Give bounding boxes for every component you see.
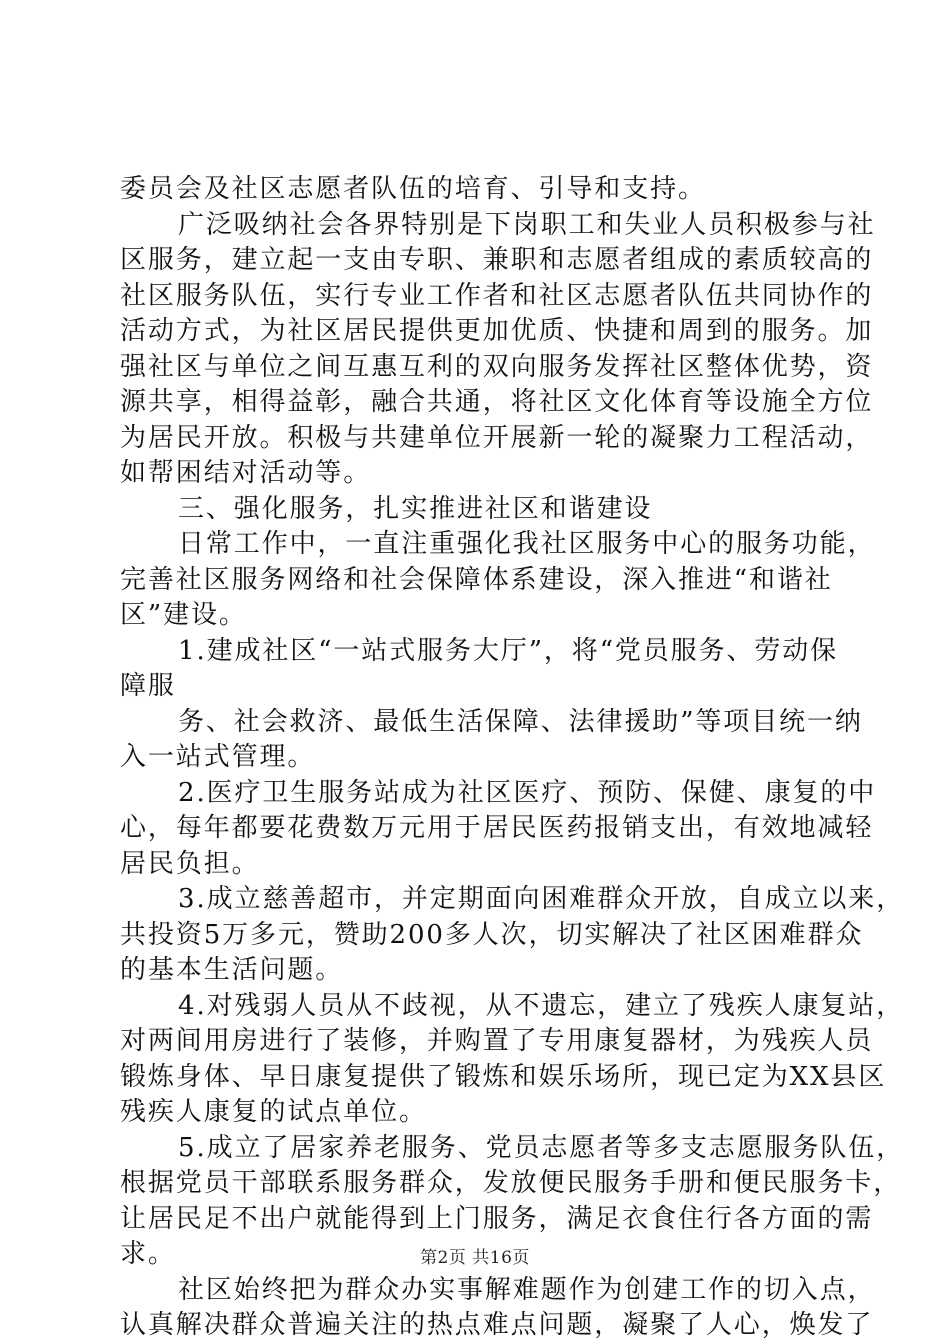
list-item-first-line: 3.成立慈善超市，并定期面向困难群众开放，自成立以来， xyxy=(178,884,905,914)
text-line: 委员会及社区志愿者队伍的培育、引导和支持。 xyxy=(120,174,706,204)
text-line: 共投资5万多元，赞助200多人次，切实解决了社区困难群众 xyxy=(120,919,864,950)
paragraph-first-line: 日常工作中，一直注重强化我社区服务中心的服务功能， xyxy=(178,529,876,559)
text-line: 区”建设。 xyxy=(120,600,247,630)
text-line: 活动方式，为社区居民提供更加优质、快捷和周到的服务。加 xyxy=(120,316,874,346)
list-item-first-line: 4.对残弱人员从不歧视，从不遗忘，建立了残疾人康复站， xyxy=(178,990,905,1021)
text-line: 居民负担。 xyxy=(120,848,260,879)
text-line: 入一站式管理。 xyxy=(120,742,316,772)
text-line: 务、社会救济、最低生活保障、法律援助”等项目统一纳 xyxy=(178,706,863,737)
text-line: 障服 xyxy=(120,671,176,701)
text-line: 社区服务队伍，实行专业工作者和社区志愿者队伍共同协作的 xyxy=(120,280,874,311)
list-item-first-line: 2.医疗卫生服务站成为社区医疗、预防、保健、康复的中 xyxy=(178,777,877,808)
text-line: 认真解决群众普遍关注的热点难点问题，凝聚了人心，焕发了 xyxy=(120,1310,874,1340)
text-line: 强社区与单位之间互惠互利的双向服务发挥社区整体优势，资 xyxy=(120,351,874,382)
text-line: 求。 xyxy=(120,1239,176,1269)
section-heading: 三、强化服务，扎实推进社区和谐建设 xyxy=(178,493,653,524)
text-line: 如帮困结对活动等。 xyxy=(120,458,372,488)
text-line: 对两间用房进行了装修，并购置了专用康复器材，为残疾人员 xyxy=(120,1026,874,1056)
list-item-first-line: 1.建成社区“一站式服务大厅”，将“党员服务、劳动保 xyxy=(178,635,839,666)
text-line: 为居民开放。积极与共建单位开展新一轮的凝聚力工程活动， xyxy=(120,422,874,453)
text-line: 残疾人康复的试点单位。 xyxy=(120,1097,427,1127)
document-body xyxy=(120,172,905,1344)
text-line: 区服务，建立起一支由专职、兼职和志愿者组成的素质较高的 xyxy=(120,245,874,275)
paragraph-first-line: 社区始终把为群众办实事解难题作为创建工作的切入点， xyxy=(178,1274,876,1305)
text-line: 完善社区服务网络和社会保障体系建设，深入推进“和谐社 xyxy=(120,564,833,595)
text-line: 锻炼身体、早日康复提供了锻炼和娱乐场所，现已定为XX县区 xyxy=(120,1061,887,1092)
text-line: 让居民足不出户就能得到上门服务，满足衣食住行各方面的需 xyxy=(120,1203,874,1234)
paragraph-first-line: 广泛吸纳社会各界特别是下岗职工和失业人员积极参与社 xyxy=(178,209,876,240)
list-item-first-line: 5.成立了居家养老服务、党员志愿者等多支志愿服务队伍， xyxy=(178,1132,905,1163)
text-line: 源共享，相得益彰，融合共通，将社区文化体育等设施全方位 xyxy=(120,387,874,417)
text-line: 心，每年都要花费数万元用于居民医药报销支出，有效地减轻 xyxy=(120,813,874,843)
page-number-footer: 第2页 共16页 xyxy=(420,1248,530,1268)
text-line: 的基本生活问题。 xyxy=(120,955,344,985)
text-line: 根据党员干部联系服务群众，发放便民服务手册和便民服务卡， xyxy=(120,1168,902,1198)
